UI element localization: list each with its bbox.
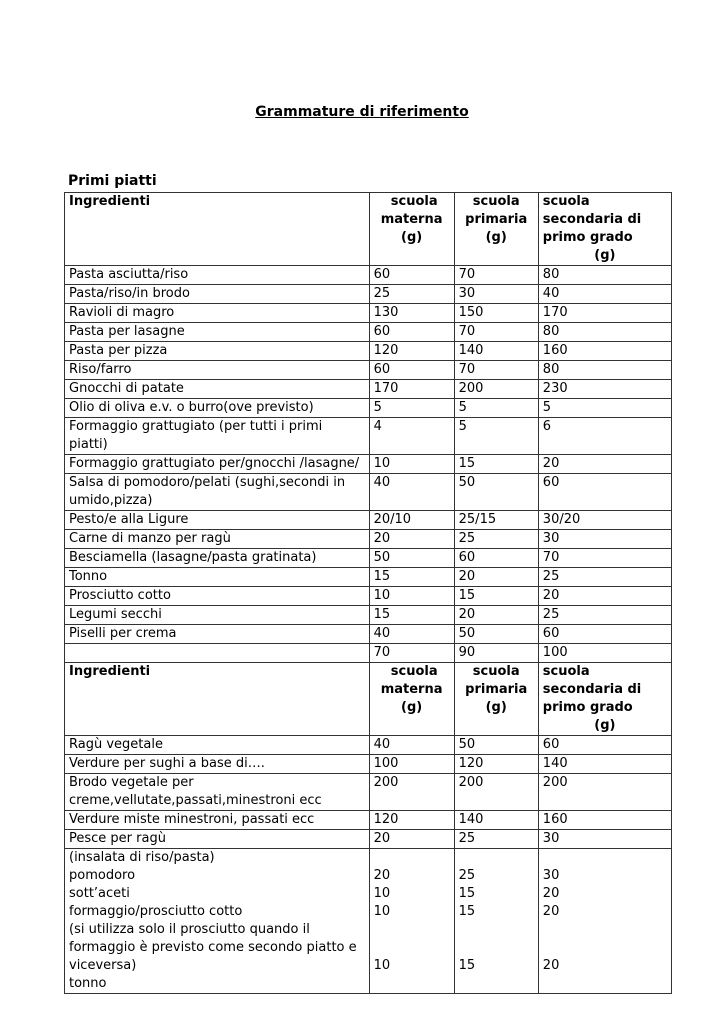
cell-primaria: 70	[454, 323, 538, 342]
cell-ingredient: Pesto/e alla Ligure	[65, 511, 370, 530]
value-spacer	[374, 849, 450, 867]
cell-ingredient: Riso/farro	[65, 361, 370, 380]
header-materna-line: materna	[380, 212, 443, 227]
cell-materna: 130	[369, 304, 454, 323]
value-line: 15	[458, 958, 476, 973]
header-secondaria-line: secondaria di	[542, 682, 642, 697]
header-primaria-line: primaria	[465, 212, 528, 227]
ingredient-line: formaggio/prosciutto cotto	[69, 904, 243, 919]
value-spacer	[459, 939, 534, 957]
cell-secondaria: 230	[538, 380, 671, 399]
cell-ingredient: Formaggio grattugiato per/gnocchi /lasagne/	[65, 455, 370, 474]
cell-primaria: 90	[454, 644, 538, 663]
table-row-insalata	[65, 849, 672, 994]
header-secondaria-line: scuola	[542, 664, 590, 679]
header-ingredients: Ingredienti	[65, 193, 370, 266]
header-ingredients: Ingredienti	[65, 663, 370, 736]
table-row	[65, 644, 672, 663]
cell-ingredient	[65, 849, 370, 994]
table-header-row	[65, 663, 672, 736]
cell-secondaria: 160	[538, 342, 671, 361]
header-secondaria	[538, 663, 671, 736]
table-row	[65, 266, 672, 285]
cell-primaria: 5	[454, 399, 538, 418]
table-row	[65, 549, 672, 568]
value-line: 20	[373, 868, 391, 883]
cell-secondaria: 170	[538, 304, 671, 323]
header-secondaria-line: primo grado	[542, 700, 633, 715]
section-heading: Primi piatti	[68, 173, 157, 189]
table-row	[65, 568, 672, 587]
header-primaria	[454, 193, 538, 266]
table-row	[65, 304, 672, 323]
cell-materna: 20/10	[369, 511, 454, 530]
table-row	[65, 606, 672, 625]
cell-materna: 4	[369, 418, 454, 455]
ingredient-line: sott’aceti	[69, 886, 130, 901]
cell-secondaria: 30/20	[538, 511, 671, 530]
table-row	[65, 530, 672, 549]
cell-primaria: 70	[454, 266, 538, 285]
value-line: 15	[458, 886, 476, 901]
value-line: 20	[542, 886, 560, 901]
cell-primaria: 30	[454, 285, 538, 304]
header-materna-line: (g)	[401, 230, 423, 245]
cell-secondaria: 60	[538, 474, 671, 511]
table-row	[65, 811, 672, 830]
cell-primaria: 120	[454, 755, 538, 774]
cell-ingredient: Carne di manzo per ragù	[65, 530, 370, 549]
table-row	[65, 625, 672, 644]
table-row	[65, 342, 672, 361]
table-row	[65, 361, 672, 380]
cell-materna: 40	[369, 736, 454, 755]
cell-materna: 60	[369, 361, 454, 380]
header-materna-line: scuola	[390, 664, 438, 679]
cell-ingredient: Pasta per lasagne	[65, 323, 370, 342]
value-line: 10	[373, 958, 391, 973]
cell-materna: 20	[369, 830, 454, 849]
cell-secondaria: 200	[538, 774, 671, 811]
cell-secondaria	[538, 849, 671, 994]
cell-ingredient: Salsa di pomodoro/pelati (sughi,secondi in umido,pizza)	[65, 474, 370, 511]
cell-materna: 50	[369, 549, 454, 568]
cell-materna: 170	[369, 380, 454, 399]
header-primaria-line: primaria	[465, 682, 528, 697]
cell-primaria: 15	[454, 455, 538, 474]
header-materna-line: materna	[380, 682, 443, 697]
cell-primaria: 200	[454, 774, 538, 811]
ingredient-line: (insalata di riso/pasta)	[69, 850, 215, 865]
cell-ingredient: Tonno	[65, 568, 370, 587]
header-secondaria-line: (g)	[594, 248, 616, 263]
cell-secondaria: 25	[538, 568, 671, 587]
cell-materna: 10	[369, 587, 454, 606]
cell-secondaria: 80	[538, 361, 671, 380]
cell-primaria	[454, 849, 538, 994]
table-row	[65, 736, 672, 755]
header-primaria-line: (g)	[485, 230, 507, 245]
cell-materna: 70	[369, 644, 454, 663]
cell-materna: 60	[369, 323, 454, 342]
table-row	[65, 399, 672, 418]
cell-materna	[369, 849, 454, 994]
cell-ingredient: Olio di oliva e.v. o burro(ove previsto)	[65, 399, 370, 418]
table-row	[65, 587, 672, 606]
cell-primaria: 60	[454, 549, 538, 568]
table-row	[65, 774, 672, 811]
table-row	[65, 418, 672, 455]
cell-ingredient: Legumi secchi	[65, 606, 370, 625]
cell-ingredient: Brodo vegetale per creme,vellutate,passati,minestroni ecc	[65, 774, 370, 811]
header-secondaria-line: (g)	[594, 718, 616, 733]
cell-secondaria: 30	[538, 830, 671, 849]
cell-secondaria: 20	[538, 455, 671, 474]
cell-secondaria: 20	[538, 587, 671, 606]
cell-secondaria: 5	[538, 399, 671, 418]
value-spacer	[459, 921, 534, 939]
cell-primaria: 150	[454, 304, 538, 323]
cell-ingredient: Pasta per pizza	[65, 342, 370, 361]
portions-table	[64, 192, 672, 994]
cell-primaria: 50	[454, 625, 538, 644]
cell-materna: 120	[369, 811, 454, 830]
cell-primaria: 25	[454, 830, 538, 849]
header-materna	[369, 663, 454, 736]
cell-materna: 10	[369, 455, 454, 474]
cell-ingredient: Formaggio grattugiato (per tutti i primi piatti)	[65, 418, 370, 455]
header-materna	[369, 193, 454, 266]
cell-materna: 40	[369, 625, 454, 644]
table-row	[65, 830, 672, 849]
value-spacer	[543, 939, 667, 957]
cell-ingredient: Ravioli di magro	[65, 304, 370, 323]
cell-secondaria: 30	[538, 530, 671, 549]
cell-primaria: 20	[454, 568, 538, 587]
cell-primaria: 20	[454, 606, 538, 625]
cell-secondaria: 25	[538, 606, 671, 625]
cell-ingredient: Pasta/riso/in brodo	[65, 285, 370, 304]
value-line: 30	[542, 868, 560, 883]
cell-materna: 15	[369, 568, 454, 587]
header-secondaria-line: primo grado	[542, 230, 633, 245]
cell-materna: 100	[369, 755, 454, 774]
cell-secondaria: 160	[538, 811, 671, 830]
cell-ingredient: Verdure miste minestroni, passati ecc	[65, 811, 370, 830]
cell-materna: 200	[369, 774, 454, 811]
cell-materna: 25	[369, 285, 454, 304]
header-secondaria-line: scuola	[542, 194, 590, 209]
ingredient-line: tonno	[69, 976, 107, 991]
table-row	[65, 380, 672, 399]
cell-primaria: 25	[454, 530, 538, 549]
table-row	[65, 474, 672, 511]
cell-ingredient: Gnocchi di patate	[65, 380, 370, 399]
header-primaria	[454, 663, 538, 736]
header-materna-line: (g)	[401, 700, 423, 715]
cell-ingredient: Pasta asciutta/riso	[65, 266, 370, 285]
header-materna-line: scuola	[390, 194, 438, 209]
cell-materna: 40	[369, 474, 454, 511]
cell-primaria: 15	[454, 587, 538, 606]
value-spacer	[374, 939, 450, 957]
cell-ingredient: Verdure per sughi a base di….	[65, 755, 370, 774]
cell-ingredient: Prosciutto cotto	[65, 587, 370, 606]
cell-primaria: 25/15	[454, 511, 538, 530]
value-line: 10	[373, 886, 391, 901]
cell-secondaria: 140	[538, 755, 671, 774]
table-row	[65, 755, 672, 774]
header-primaria-line: scuola	[472, 664, 520, 679]
cell-materna: 20	[369, 530, 454, 549]
cell-primaria: 5	[454, 418, 538, 455]
cell-ingredient: Piselli per crema	[65, 625, 370, 644]
value-line: 10	[373, 904, 391, 919]
cell-secondaria: 100	[538, 644, 671, 663]
cell-primaria: 140	[454, 342, 538, 361]
header-secondaria-line: secondaria di	[542, 212, 642, 227]
cell-secondaria: 60	[538, 736, 671, 755]
cell-primaria: 140	[454, 811, 538, 830]
cell-secondaria: 80	[538, 323, 671, 342]
cell-materna: 15	[369, 606, 454, 625]
cell-secondaria: 60	[538, 625, 671, 644]
cell-secondaria: 80	[538, 266, 671, 285]
header-primaria-line: scuola	[472, 194, 520, 209]
table-row	[65, 323, 672, 342]
value-line: 25	[458, 868, 476, 883]
cell-ingredient: Ragù vegetale	[65, 736, 370, 755]
value-spacer	[543, 921, 667, 939]
cell-secondaria: 6	[538, 418, 671, 455]
header-secondaria	[538, 193, 671, 266]
cell-materna: 120	[369, 342, 454, 361]
value-spacer	[543, 849, 667, 867]
header-primaria-line: (g)	[485, 700, 507, 715]
cell-secondaria: 40	[538, 285, 671, 304]
cell-ingredient: Besciamella (lasagne/pasta gratinata)	[65, 549, 370, 568]
cell-materna: 60	[369, 266, 454, 285]
cell-primaria: 70	[454, 361, 538, 380]
table-row	[65, 511, 672, 530]
cell-secondaria: 70	[538, 549, 671, 568]
cell-primaria: 200	[454, 380, 538, 399]
table-header-row	[65, 193, 672, 266]
value-spacer	[459, 849, 534, 867]
value-line: 20	[542, 904, 560, 919]
cell-ingredient: Pesce per ragù	[65, 830, 370, 849]
value-spacer	[374, 921, 450, 939]
value-line: 15	[458, 904, 476, 919]
cell-ingredient	[65, 644, 370, 663]
ingredient-line: pomodoro	[69, 868, 136, 883]
cell-primaria: 50	[454, 736, 538, 755]
cell-primaria: 50	[454, 474, 538, 511]
value-line: 20	[542, 958, 560, 973]
page-title: Grammature di riferimento	[255, 104, 469, 120]
cell-materna: 5	[369, 399, 454, 418]
ingredient-line: (si utilizza solo il prosciutto quando il formaggio è previsto come secondo piatto e viceversa)	[69, 922, 357, 973]
table-row	[65, 455, 672, 474]
table-row	[65, 285, 672, 304]
